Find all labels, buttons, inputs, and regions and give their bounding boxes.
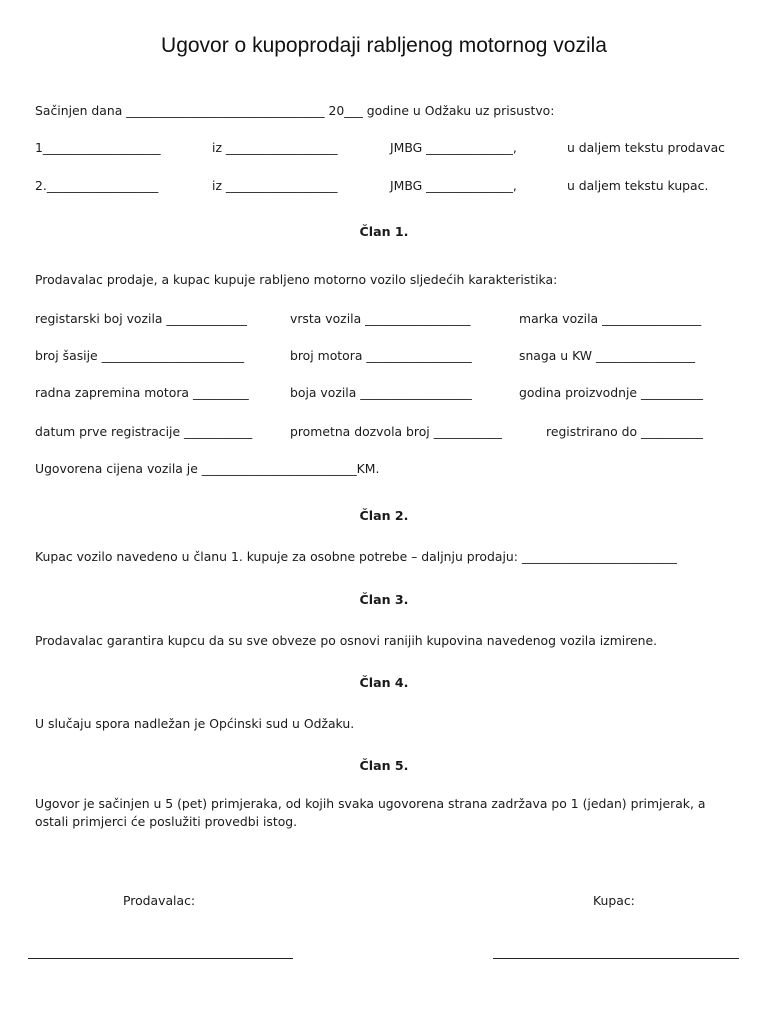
article-1-lead: Prodavalac prodaje, a kupac kupuje rabljeno motorno vozilo sljedećih karakteristika: bbox=[35, 272, 558, 287]
vehicle-field-year: godina proizvodnje __________ bbox=[519, 385, 703, 400]
vehicle-field-permit-number: prometna dozvola broj ___________ bbox=[290, 424, 502, 439]
seller-signature-line bbox=[28, 958, 293, 959]
vehicle-field-registered-until: registrirano do __________ bbox=[546, 424, 704, 439]
article-4-text: U slučaju spora nadležan je Općinski sud u Odžaku. bbox=[35, 716, 355, 731]
vehicle-field-engine-number: broj motora _________________ bbox=[290, 348, 472, 363]
vehicle-field-make: marka vozila ________________ bbox=[519, 311, 702, 326]
article-2-text: Kupac vozilo navedeno u članu 1. kupuje za osobne potrebe – daljnju prodaju: _________________________ bbox=[35, 549, 677, 564]
party-2-jmbg: JMBG ______________, bbox=[390, 178, 517, 193]
party-1-jmbg: JMBG ______________, bbox=[390, 140, 517, 155]
article-4-heading: Član 4. bbox=[359, 675, 409, 690]
vehicle-field-color: boja vozila __________________ bbox=[290, 385, 472, 400]
vehicle-field-displacement: radna zapremina motora _________ bbox=[35, 385, 249, 400]
buyer-signature-label: Kupac: bbox=[593, 893, 635, 908]
vehicle-field-type: vrsta vozila _________________ bbox=[290, 311, 471, 326]
article-3-heading: Član 3. bbox=[359, 592, 409, 607]
article-2-heading: Član 2. bbox=[359, 508, 409, 523]
document-title: Ugovor o kupoprodaji rabljenog motornog vozila bbox=[161, 34, 607, 57]
vehicle-field-power: snaga u KW ________________ bbox=[519, 348, 696, 363]
vehicle-field-chassis: broj šasije _______________________ bbox=[35, 348, 245, 363]
intro-line: Sačinjen dana ________________________________ 20___ godine u Odžaku uz prisustvo: bbox=[35, 103, 555, 118]
party-1-role: u daljem tekstu prodavac bbox=[567, 140, 725, 155]
party-2-number: 2.__________________ bbox=[35, 178, 159, 193]
party-2-role: u daljem tekstu kupac. bbox=[567, 178, 709, 193]
article-5-text: Ugovor je sačinjen u 5 (pet) primjeraka, od kojih svaka ugovorena strana zadržava po 1 (jedan) primjerak, a ostali primjerci će poslužiti provedbi istog. bbox=[35, 796, 706, 829]
party-1-number: 1___________________ bbox=[35, 140, 161, 155]
article-3-text: Prodavalac garantira kupcu da su sve obveze po osnovi ranijih kupovina navedenog vozila izmirene. bbox=[35, 633, 658, 648]
buyer-signature-line bbox=[493, 958, 739, 959]
article-5-heading: Član 5. bbox=[359, 758, 409, 773]
vehicle-field-registration-number: registarski boj vozila _____________ bbox=[35, 311, 247, 326]
party-1-from: iz __________________ bbox=[212, 140, 338, 155]
seller-signature-label: Prodavalac: bbox=[123, 893, 196, 908]
party-2-from: iz __________________ bbox=[212, 178, 338, 193]
vehicle-field-first-registration: datum prve registracije ___________ bbox=[35, 424, 253, 439]
price-line: Ugovorena cijena vozila je _________________________KM. bbox=[35, 461, 380, 476]
article-1-heading: Član 1. bbox=[359, 224, 409, 239]
